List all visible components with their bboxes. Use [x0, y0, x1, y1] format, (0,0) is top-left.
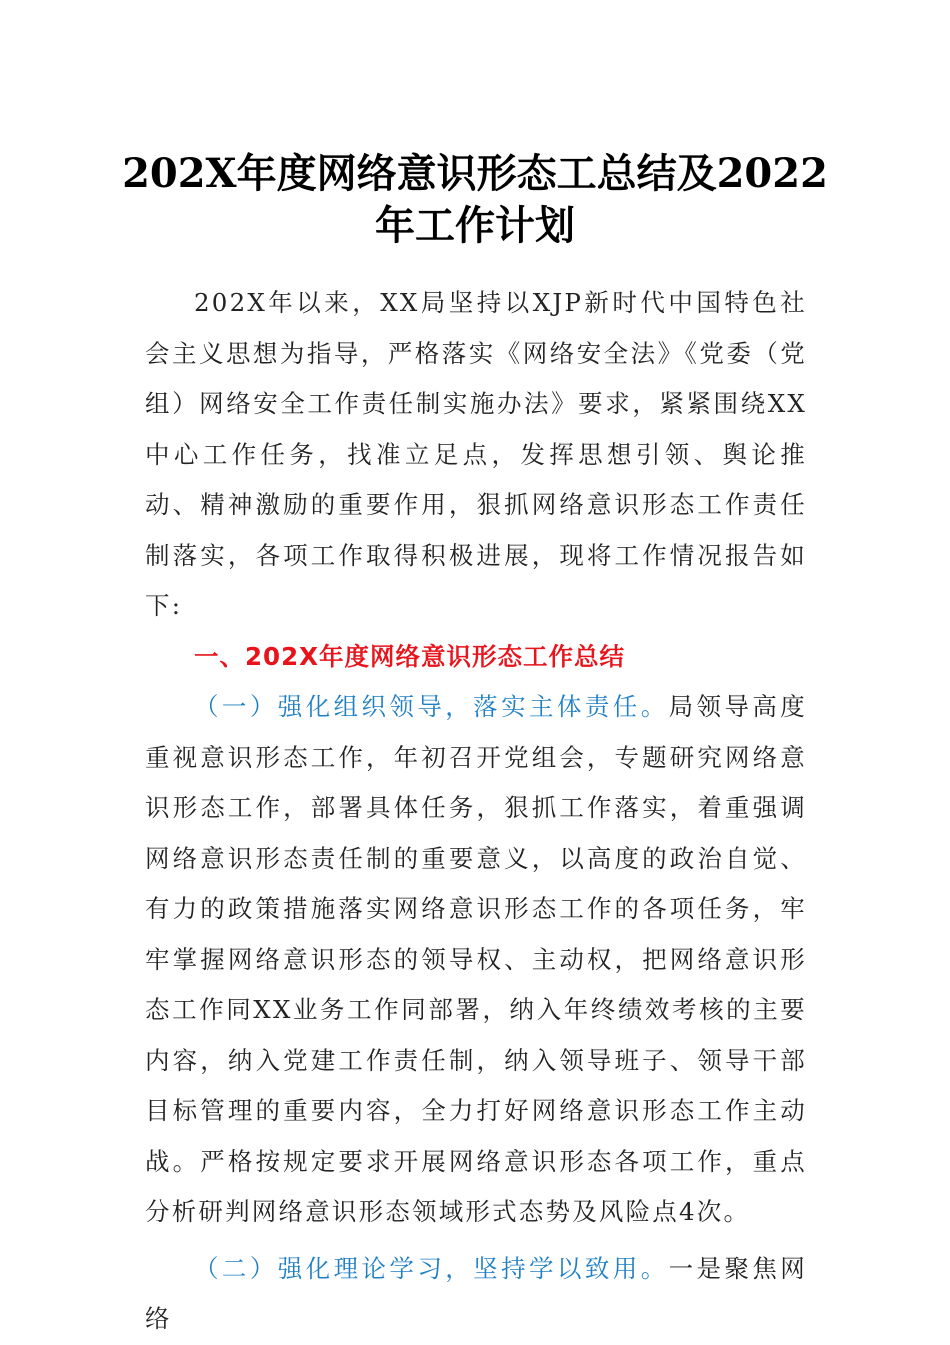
subsection-2-paragraph	[145, 1244, 807, 1345]
subsection-1-body: 局领导高度重视意识形态工作，年初召开党组会，专题研究网络意识形态工作，部署具体任务，狠抓工作落实，着重强调网络意识形态责任制的重要意义，以高度的政治自觉、有力的政策措施落实网络意识形态工作的各项任务，牢牢掌握网络意识形态的领导权、主动权，把网络意识形态工作同XX业务工作同部署，纳入年终绩效考核的主要内容，纳入党建工作责任制，纳入领导班子、领导干部目标管理的重要内容，全力打好网络意识形态工作主动战。严格按规定要求开展网络意识形态各项工作，重点分析研判网络意识形态领域形式态势及风险点4次。	[145, 692, 807, 1226]
section-heading-1: 一、202X年度网络意识形态工作总结	[194, 641, 626, 671]
subsection-1-paragraph	[145, 682, 807, 1238]
subsection-heading-2: （二）强化理论学习，坚持学以致用。	[194, 1253, 669, 1283]
document-body	[145, 278, 807, 1345]
document-title: 202X年度网络意识形态工总结及2022年工作计划	[122, 150, 828, 249]
intro-paragraph: 202X年以来，XX局坚持以XJP新时代中国特色社会主义思想为指导，严格落实《网络安全法》《党委（党组）网络安全工作责任制实施办法》要求，紧紧围绕XX中心工作任务，找准立足点，发挥思想引领、舆论推动、精神激励的重要作用，狠抓网络意识形态工作责任制落实，各项工作取得积极进展，现将工作情况报告如下:	[145, 288, 807, 620]
subsection-2-body: 一是聚焦网络	[145, 1253, 807, 1333]
subsection-heading-1: （一）强化组织领导，落实主体责任。	[194, 692, 669, 721]
